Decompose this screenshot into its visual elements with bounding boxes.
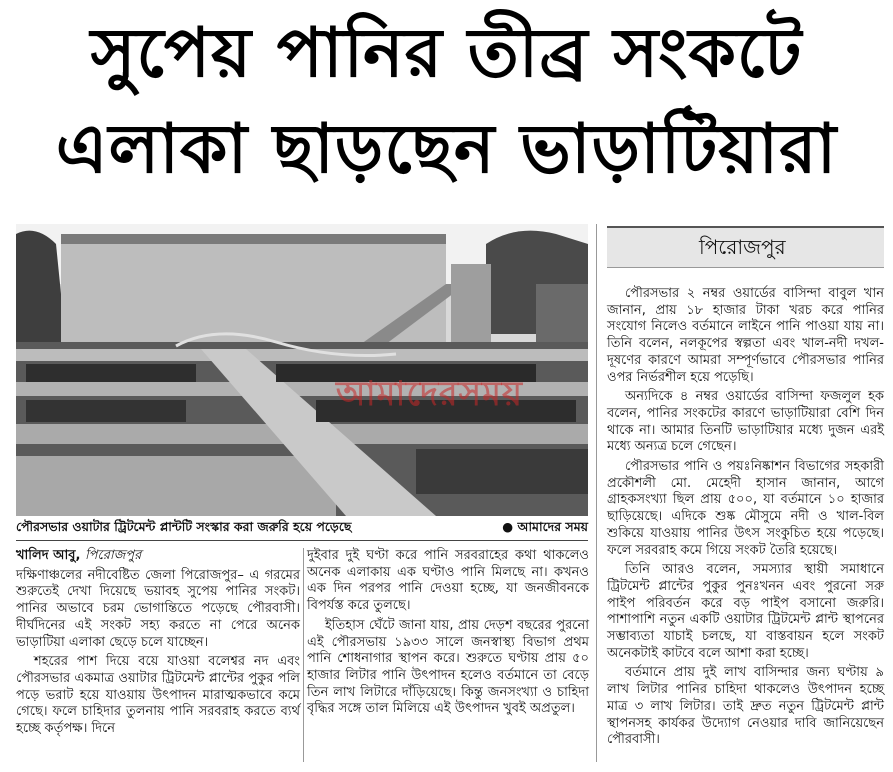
photo-credit: ● আমাদের সময় <box>502 519 588 539</box>
headline <box>0 6 893 198</box>
paragraph: অন্যদিকে ৪ নম্বর ওয়ার্ডের বাসিন্দা ফজলুল হক বলেন, পানির সংকটের কারণে ভাড়াটিয়ারা বেশি দিন থাকে না। আমার তিনটি ভাড়াটিয়ার মধ্যে দুজন এরই মধ্যে অন্যত্র চলে গেছেন। <box>607 389 884 455</box>
dateline-box <box>607 226 884 268</box>
headline-line-1: সুপেয় পানির তীব্র সংকটে <box>90 14 803 93</box>
article-column-2 <box>307 548 589 721</box>
byline-name: খালিদ আবু, <box>16 548 81 563</box>
paragraph: বর্তমানে প্রায় দুই লাখ বাসিন্দার জন্য ঘণ্টায় ৯ লাখ লিটার পানির চাহিদা থাকলেও উৎপাদন হচ্ছে মাত্র ৩ লাখ লিটার। তাই দ্রুত নতুন ট্রিটমেন্ট প্লান্ট স্থাপনসহ কার্যকর উদ্যোগ নেওয়ার দাবি জানিয়েছেন পৌরবাসী। <box>607 665 884 748</box>
dateline: পিরোজপুর <box>699 235 786 259</box>
article-column-3 <box>607 286 884 752</box>
paragraph: দুইবার দুই ঘণ্টা করে পানি সরবরাহের কথা থাকলেও অনেক এলাকায় এক ঘণ্টাও পানি মিলছে না। কখনও এক দিন পরপর পানি দেওয়া হচ্ছে, যা জনজীবনকে বিপর্যস্ত করে তুলছে। <box>307 548 589 614</box>
column-divider <box>303 548 304 762</box>
paragraph: তিনি আরও বলেন, সমস্যার স্থায়ী সমাধানে ট্রিটমেন্ট প্লান্টের পুকুর পুনঃখনন এবং পুরনো সরু পাইপ পরিবর্তন করে বড় পাইপ বসানো জরুরি। পাশাপাশি নতুন একটি ওয়াটার ট্রিটমেন্ট প্লান্ট স্থাপনের সম্ভাব্যতা যাচাই চলছে, যা বাস্তবায়ন হলে সংকট অনেকটাই কাটবে বলে আশা করা হচ্ছে। <box>607 562 884 661</box>
paragraph: ইতিহাস ঘেঁটে জানা যায়, প্রায় দেড়শ বছরের পুরনো এই পৌরসভায় ১৯৩৩ সালে জনস্বাস্থ্য বিভাগ প্রথম পানি শোধনাগার স্থাপন করে। শুরুতে ঘণ্টায় প্রায় ৫০ হাজার লিটার পানি উৎপাদন হলেও বর্তমানে তা বেড়ে তিন লাখ লিটারে দাঁড়িয়েছে। কিন্তু জনসংখ্যা ও চাহিদা বৃদ্ধির সঙ্গে তাল মিলিয়ে এই উৎপাদন খুবই অপ্রতুল। <box>307 617 589 717</box>
byline <box>16 548 300 565</box>
column-divider <box>596 224 597 762</box>
photo-caption: পৌরসভার ওয়াটার ট্রিটমেন্ট প্লান্টটি সংস্কার করা জরুরি হয়ে পড়েছে <box>16 518 352 534</box>
paragraph: দক্ষিণাঞ্চলের নদীবেষ্টিত জেলা পিরোজপুর– এ গরমের শুরুতেই দেখা দিয়েছে ভয়াবহ সুপেয় পানির সংকট। পানির অভাবে চরম ভোগান্তিতে পড়েছে পৌরবাসী। দীর্ঘদিনের এই সংকট সহ্য করতে না পেরে অনেক ভাড়াটিয়া এলাকা ছেড়ে চলে যাচ্ছেন। <box>16 567 300 650</box>
headline-line-2: এলাকা ছাড়ছেন ভাড়াটিয়ারা <box>55 110 838 189</box>
paragraph: পৌরসভার ২ নম্বর ওয়ার্ডের বাসিন্দা বাবুল খান জানান, প্রায় ১৮ হাজার টাকা খরচ করে পানির সংযোগ নিলেও বর্তমানে লাইনে পানি পাওয়া যায় না। তিনি বলেন, নলকূপের স্বল্পতা এবং খাল-নদী দখল-দূষণের কারণে আমরা সম্পূর্ণভাবে পৌরসভার পানির ওপর নির্ভরশীল হয়ে পড়েছি। <box>607 286 884 385</box>
news-photo <box>16 224 588 516</box>
watermark-logo: আমাদেরসময় <box>336 374 523 414</box>
byline-place: পিরোজপুর <box>84 548 142 563</box>
article-column-1 <box>16 548 300 741</box>
paragraph: শহরের পাশ দিয়ে বয়ে যাওয়া বলেশ্বর নদ এবং পৌরসভার একমাত্র ওয়াটার ট্রিটমেন্ট প্লান্টের পুকুর পলি পড়ে ভরাট হয়ে যাওয়ায় উৎপাদন মারাত্মকভাবে কমে গেছে। ফলে চাহিদার তুলনায় পানি সরবরাহ করতে ব্যর্থ হচ্ছে কর্তৃপক্ষ। দিনে <box>16 654 300 737</box>
paragraph: পৌরসভার পানি ও পয়ঃনিষ্কাশন বিভাগের সহকারী প্রকৌশলী মো. মেহেদী হাসান জানান, আগে গ্রাহকসংখ্যা ছিল প্রায় ৫০০, যা বর্তমানে ১০ হাজার ছাড়িয়েছে। এদিকে শুষ্ক মৌসুমে নদী ও খাল-বিল শুকিয়ে যাওয়ায় পানির উৎস সংকুচিত হয়ে পড়েছে। ফলে সরবরাহ কমে গিয়ে সংকট তৈরি হয়েছে। <box>607 459 884 558</box>
photo-caption-row <box>16 519 588 541</box>
